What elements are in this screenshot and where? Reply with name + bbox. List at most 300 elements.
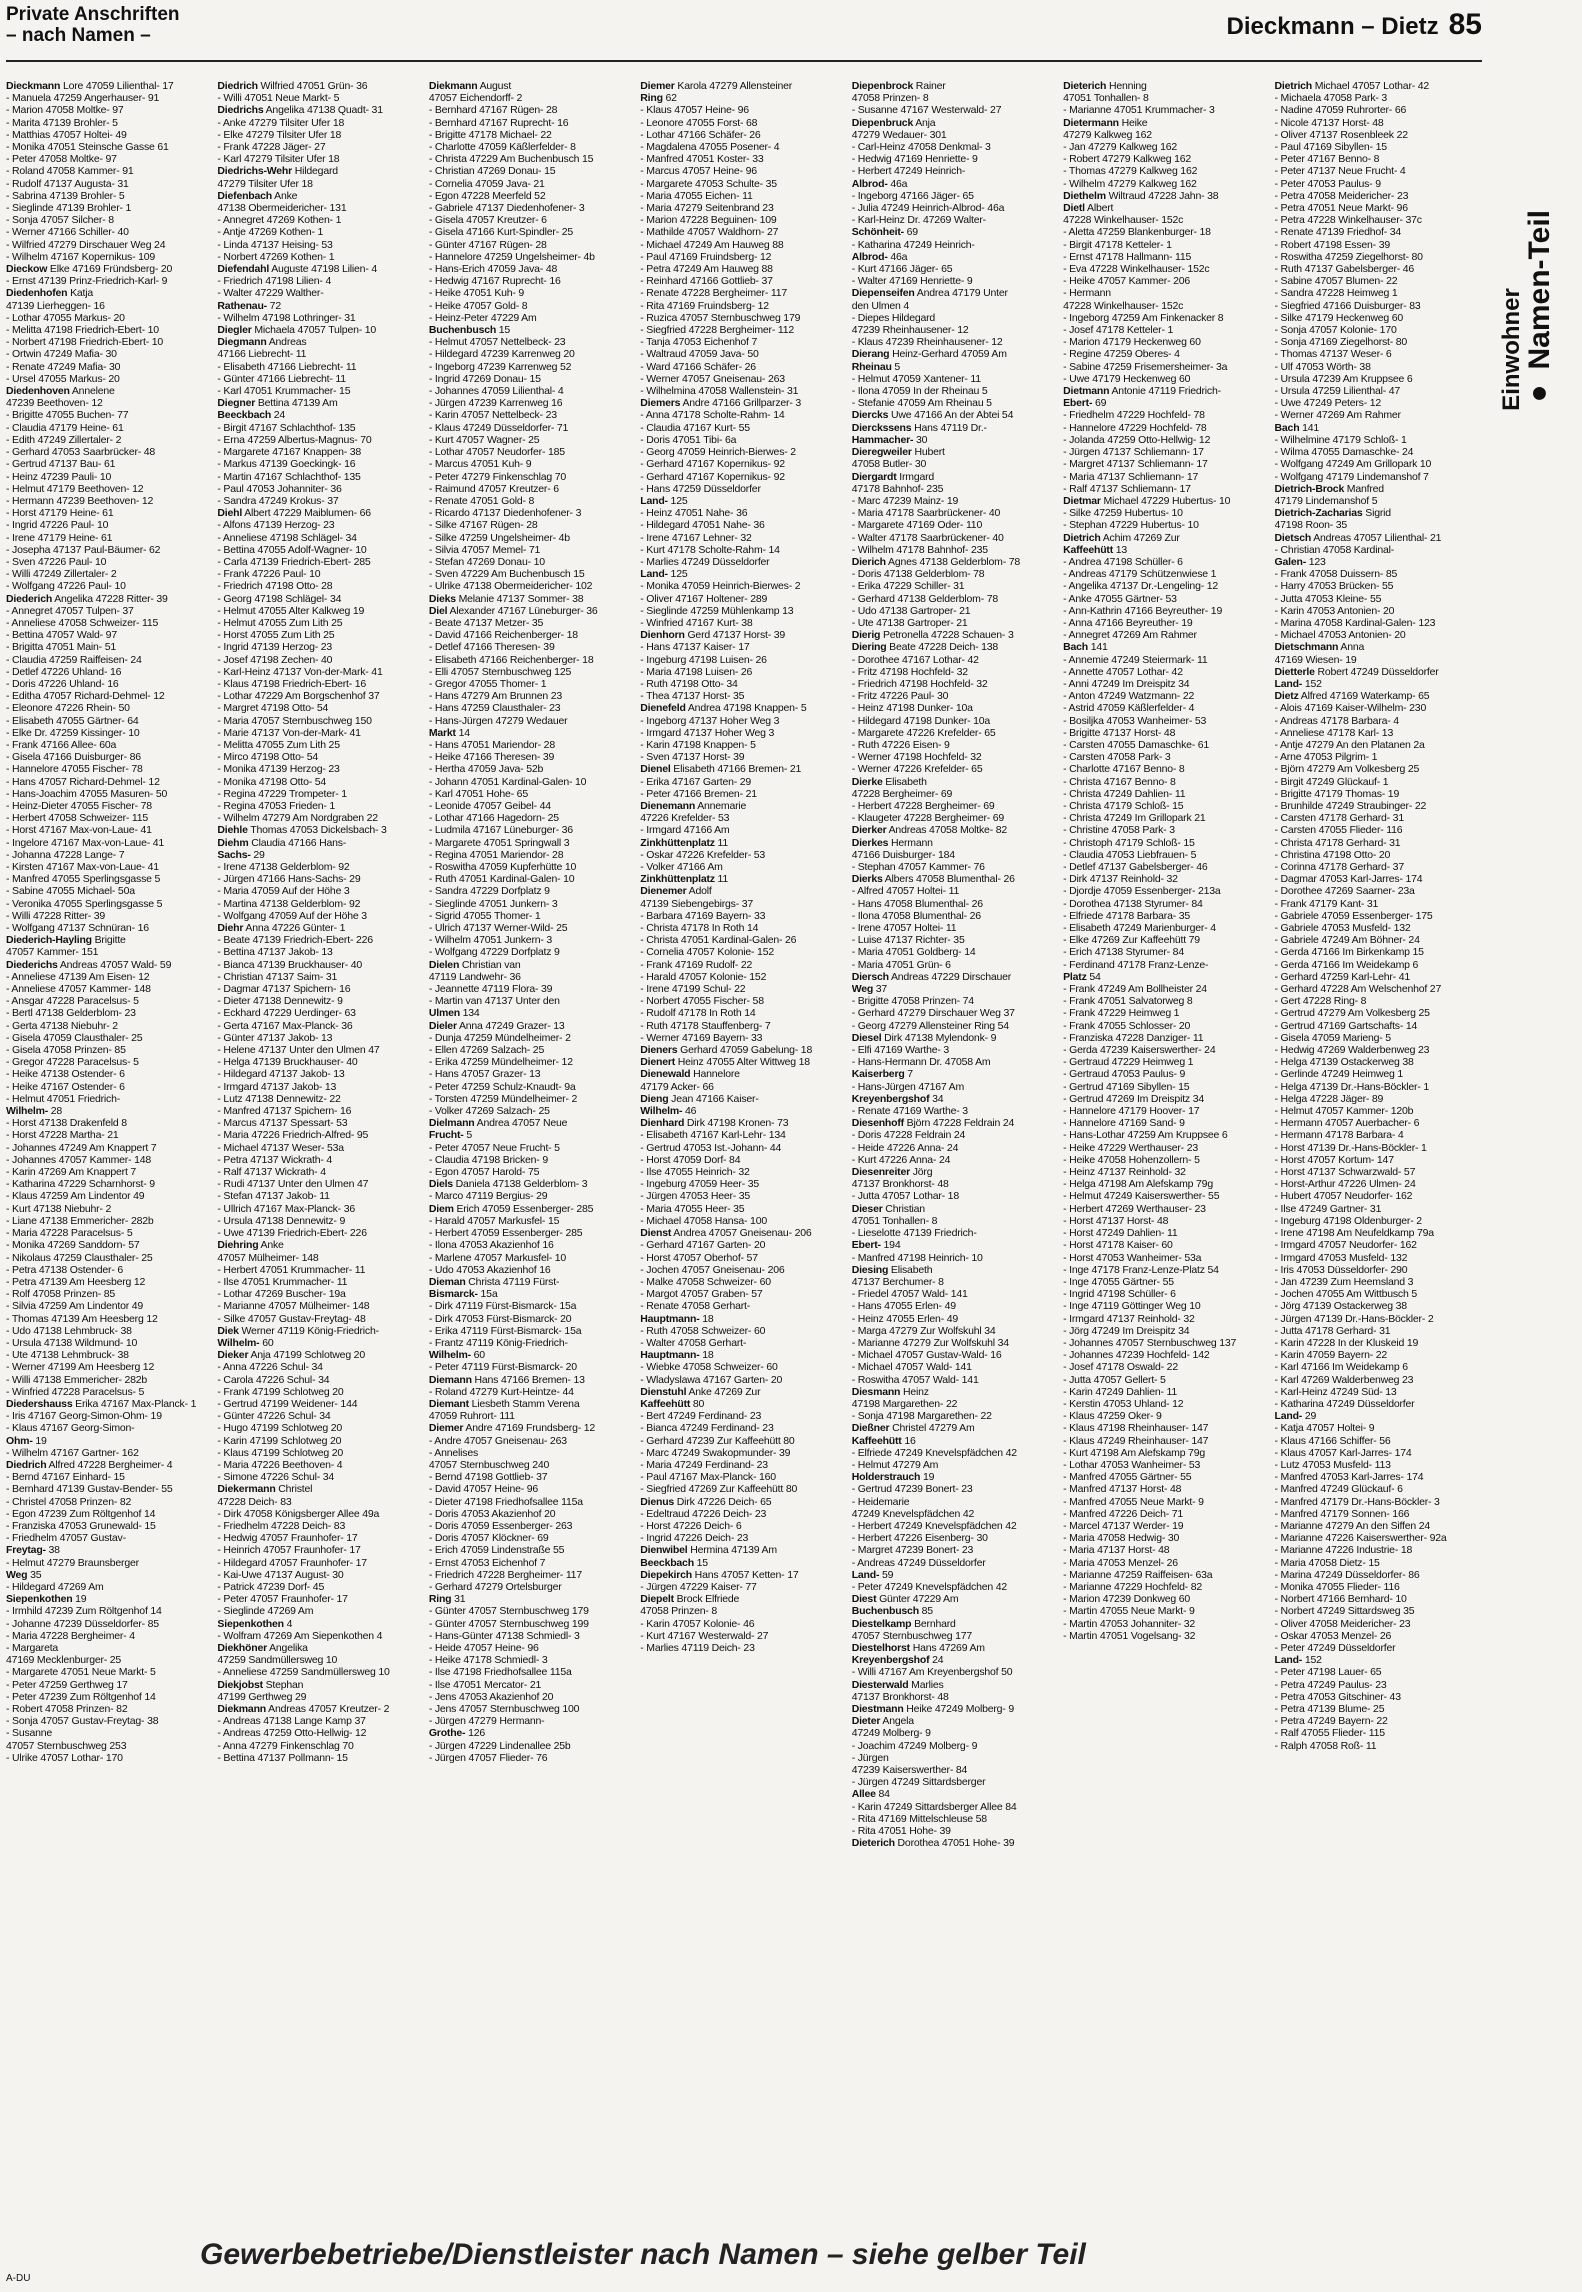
directory-entry: - Erika 47119 Fürst-Bismarck- 15a (428, 1324, 582, 1337)
directory-entry: - Christa 47249 Dahlien- 11 (1063, 787, 1186, 800)
directory-entry: - Hans-Jürgen 47279 Wedauer (428, 714, 568, 727)
directory-entry: - Franziska 47053 Grunewald- 15 (6, 1519, 156, 1532)
directory-entry: Diesel Dirk 47138 Mylendonk- 9 (851, 1031, 997, 1044)
directory-entry: - Erika 47229 Schiller- 31 (851, 580, 965, 593)
directory-entry: Dietterle Robert 47249 Düsseldorfer (1274, 665, 1439, 678)
directory-entry: - Anneliese 47198 Schlägel- 34 (217, 531, 357, 544)
directory-entry: - Hannelore 47259 Ungelsheimer- 4b (428, 250, 595, 263)
directory-entry: - Lothar 47269 Buscher- 19a (217, 1288, 346, 1301)
directory-entry: - Peter 47167 Benno- 8 (1274, 153, 1380, 166)
directory-entry: - Arne 47053 Pilgrim- 1 (1274, 751, 1378, 764)
directory-entry: - Ingrid 47139 Herzog- 23 (217, 641, 333, 654)
directory-entry: - Karl-Heinz 47137 Von-der-Mark- 41 (217, 665, 383, 678)
directory-entry: - Marion 47239 Donkweg 60 (1063, 1593, 1191, 1606)
directory-entry: - Wilhelm 47198 Lothringer- 31 (217, 311, 356, 324)
directory-entry: - Margarete 47167 Knappen- 38 (217, 446, 362, 459)
directory-entry: - Lothar 47166 Schäfer- 26 (640, 128, 761, 141)
directory-entry: - Marcus 47051 Kuh- 9 (428, 458, 532, 471)
directory-entry: Dierich Agnes 47138 Gelderblom- 78 (851, 555, 1021, 568)
side-tab-title: ● Namen-Teil (1523, 210, 1556, 411)
directory-entry: - Herbert 47249 Knevelspfädchen 42 (851, 1519, 1017, 1532)
directory-entry: - Hedwig 47057 Fraunhofer- 17 (217, 1532, 358, 1545)
directory-entry: - Regina 47051 Mariendor- 28 (428, 848, 564, 861)
directory-entry: - Frank 47169 Rudolf- 22 (640, 958, 753, 971)
directory-entry: - Werner 47166 Schiller- 40 (6, 226, 129, 239)
directory-entry: Diekmann Andreas 47057 Kreutzer- 2 (217, 1703, 390, 1716)
directory-entry: - Monika 47059 Heinrich-Bierwes- 2 (640, 580, 801, 593)
directory-entry: - Harry 47053 Brücken- 55 (1274, 580, 1394, 593)
directory-entry: - Gisela 47058 Prinzen- 85 (6, 1044, 126, 1057)
directory-entry: 47058 Prinzen- 8 (851, 92, 929, 105)
directory-entry: - Elisabeth 47166 Liebrecht- 11 (217, 360, 357, 373)
directory-entry: - Margret 47239 Bonert- 23 (851, 1544, 974, 1557)
directory-entry: - Annegret 47269 Kothen- 1 (217, 214, 342, 227)
directory-entry: - Wolfgang 47059 Auf der Höhe 3 (217, 909, 367, 922)
directory-entry: Diethelm Wiltraud 47228 Jahn- 38 (1063, 189, 1219, 202)
directory-entry: Dielen Christian van (428, 958, 521, 971)
directory-entry: - Liane 47138 Emmericher- 282b (6, 1214, 154, 1227)
directory-entry: - Maria 47055 Eichen- 11 (640, 189, 753, 202)
directory-entry: - Irene 47167 Lehner- 32 (640, 531, 752, 544)
directory-entry: - Friedhelm 47228 Deich- 83 (217, 1519, 346, 1532)
directory-entry: - Lieselotte 47139 Friedrich- (851, 1227, 977, 1240)
directory-entry: - Maria 47057 Sternbuschweg 150 (217, 714, 372, 727)
directory-entry: - Kurt 47057 Wagner- 25 (428, 433, 540, 446)
directory-entry: - Heike 47138 Ostender- 6 (6, 1068, 125, 1081)
directory-entry: - Gabriele 47053 Musfeld- 132 (1274, 922, 1411, 935)
directory-entry: - Johann 47051 Kardinal-Galen- 10 (428, 775, 587, 788)
directory-entry: - Ulrike 47138 Obermeidericher- 102 (428, 580, 593, 593)
directory-entry: - Dorothee 47269 Saarner- 23a (1274, 885, 1415, 898)
directory-entry: - Marc 47239 Mainz- 19 (851, 494, 959, 507)
directory-entry: - Andreas 47249 Düsseldorfer (851, 1556, 986, 1569)
directory-entry: 47137 Berchumer- 8 (851, 1275, 944, 1288)
directory-entry: Diesmann Heinz (851, 1385, 929, 1398)
directory-entry: - Gisela 47059 Marieng- 5 (1274, 1031, 1391, 1044)
directory-entry: - Peter 47166 Bremen- 21 (640, 787, 757, 800)
directory-entry: - Harald 47057 Markusfel- 15 (428, 1214, 560, 1227)
directory-entry: - Heike 47051 Kuh- 9 (428, 287, 525, 300)
directory-entry: - Frank 47179 Kant- 31 (1274, 897, 1379, 910)
directory-entry: Diesenhoff Björn 47228 Feldrain 24 (851, 1117, 1015, 1130)
directory-entry: - Melitta 47198 Friedrich-Ebert- 10 (6, 324, 159, 337)
directory-entry: - Ursel 47055 Markus- 20 (6, 372, 120, 385)
directory-entry: Dietl Albert (1063, 202, 1114, 215)
footer-note: Gewerbebetriebe/Dienstleister nach Namen – siehe gelber Teil (200, 2238, 1086, 2271)
directory-entry: - Nikolaus 47259 Clausthaler- 25 (6, 1251, 153, 1264)
directory-entry: - Monika 47198 Otto- 54 (217, 775, 327, 788)
directory-entry: 47119 Landwehr- 36 (428, 970, 521, 983)
directory-entry: - Carsten 47055 Damaschke- 61 (1063, 738, 1210, 751)
directory-entry: - Margarete 47053 Schulte- 35 (640, 177, 777, 190)
directory-entry: Kaffeehütt 13 (1063, 543, 1128, 556)
directory-entry: - Sabrina 47139 Brohler- 5 (6, 189, 125, 202)
directory-entry: Diepenseifen Andrea 47179 Unter (851, 287, 1008, 300)
directory-entry: - Harald 47057 Kolonie- 152 (640, 970, 767, 983)
directory-entry: - Ute 47138 Gartroper- 21 (851, 616, 968, 629)
directory-entry: - Herbert 47226 Eisenberg- 30 (851, 1532, 988, 1545)
directory-entry: - Jürgen 47137 Schliemann- 17 (1063, 446, 1204, 459)
directory-entry: - Corinna 47178 Gerhard- 37 (1274, 861, 1404, 873)
directory-entry: - Silke 47167 Rügen- 28 (428, 519, 538, 532)
directory-entry: - Klaus 47166 Schiffer- 56 (1274, 1434, 1391, 1447)
directory-entry: - Irmgard 47137 Reinhold- 32 (1063, 1312, 1195, 1325)
directory-entry: - Brigitte 47058 Prinzen- 74 (851, 995, 974, 1008)
directory-entry: - Maria 47178 Saarbrückener- 40 (851, 507, 1001, 520)
directory-entry: - Matthias 47057 Holtei- 49 (6, 128, 127, 141)
directory-entry: - Irmgard 47137 Hoher Weg 3 (640, 726, 775, 739)
directory-entry: - Maria 47058 Hedwig- 30 (1063, 1532, 1180, 1545)
directory-entry: 47279 Kalkweg 162 (1063, 128, 1152, 141)
directory-entry: Bach 141 (1274, 421, 1320, 434)
directory-entry: - Peter 47249 Knevelspfädchen 42 (851, 1580, 1007, 1593)
directory-entry: - Maria 47198 Luisen- 26 (640, 665, 753, 678)
directory-entry: - Marianne 47226 Industrie- 18 (1274, 1544, 1413, 1557)
directory-entry: - Manfred 47137 Horst- 48 (1063, 1483, 1182, 1496)
directory-entry: - Manfred 47179 Sonnen- 166 (1274, 1507, 1410, 1520)
directory-entry: Dietschmann Anna (1274, 641, 1365, 654)
directory-entry: - Marianne 47226 Kaiserswerther- 92a (1274, 1532, 1447, 1545)
directory-entry: - Katja 47057 Holtei- 9 (1274, 1422, 1375, 1435)
directory-entry: - Helga 47139 Dr.-Hans-Böckler- 1 (1274, 1080, 1429, 1093)
directory-entry: Diefenbach Anke (217, 189, 298, 202)
directory-entry: - Hannelore 47169 Sand- 9 (1063, 1117, 1185, 1130)
directory-entry: - Margarete 47226 Krefelder- 65 (851, 726, 996, 739)
directory-entry: - Maria 47228 Bergheimer- 4 (6, 1629, 135, 1642)
directory-entry: Diel Alexander 47167 Lüneburger- 36 (428, 604, 598, 617)
directory-entry: - Hans 47279 Am Brunnen 23 (428, 690, 562, 703)
directory-entry: Kaiserberg 7 (851, 1068, 913, 1081)
directory-entry: Buchenbusch 15 (428, 324, 511, 337)
directory-entry: - Editha 47057 Richard-Dehmel- 12 (6, 690, 165, 703)
directory-entry: - Christel 47058 Prinzen- 82 (6, 1495, 132, 1508)
directory-entry: - Winfried 47228 Paracelsus- 5 (6, 1385, 145, 1398)
directory-entry: Dienhard Dirk 47198 Kronen- 73 (640, 1117, 789, 1130)
directory-entry: 47259 Sandmüllersweg 10 (217, 1654, 338, 1667)
directory-entry: - Ward 47166 Schäfer- 26 (640, 360, 756, 373)
directory-entry: - Willi 47167 Am Kreyenbergshof 50 (851, 1666, 1013, 1679)
directory-entry: Dienefeld Andrea 47198 Knappen- 5 (640, 702, 807, 715)
directory-entry: Diemer Andre 47169 Frundsberg- 12 (428, 1422, 596, 1435)
directory-entry: 47166 Liebrecht- 11 (217, 348, 307, 361)
directory-entry: - Gerda 47166 Im Birkenkamp 15 (1274, 946, 1424, 959)
directory-entry: - Stefanie 47059 Am Rheinau 5 (851, 397, 992, 410)
directory-entry: Dierckssens Hans 47119 Dr.- (851, 421, 987, 434)
directory-entry: - Helmut 47279 Braunsberger (6, 1556, 139, 1569)
directory-entry: - Lothar 47229 Am Borgschenhof 37 (217, 690, 380, 703)
directory-entry: - Ernst 47139 Prinz-Friedrich-Karl- 9 (6, 275, 168, 288)
directory-entry: - Jürgen 47229 Kaiser- 77 (640, 1580, 757, 1593)
directory-entry: - Doris 47057 Klöckner- 69 (428, 1532, 549, 1545)
directory-entry: - Hans-Jürgen 47167 Am (851, 1080, 965, 1093)
directory-entry: - Oliver 47058 Meidericher- 23 (1274, 1617, 1411, 1630)
directory-entry: - Jens 47057 Sternbuschweg 100 (428, 1703, 580, 1716)
directory-entry: Diergardt Irmgard (851, 470, 935, 483)
directory-entry: - Claudia 47167 Kurt- 55 (640, 421, 750, 434)
directory-entry: - Cornelia 47057 Kolonie- 152 (640, 946, 774, 959)
directory-entry: - Ursula 47138 Dennewitz- 9 (217, 1214, 346, 1227)
directory-entry: - Irene 47138 Gelderblom- 92 (217, 861, 350, 873)
directory-entry: - Willi 47249 Zillertaler- 2 (6, 568, 117, 581)
directory-entry: - Anke 47279 Tilsiter Ufer 18 (217, 116, 345, 129)
directory-entry: - Werner 47199 Am Heesberg 12 (6, 1361, 155, 1374)
directory-entry: - Ursula 47138 Wildmund- 10 (6, 1336, 138, 1349)
directory-entry: - Christa 47178 In Roth 14 (640, 922, 759, 935)
directory-entry: - Bert 47249 Ferdinand- 23 (640, 1410, 762, 1423)
directory-entry: Zinkhüttenplatz 11 (640, 836, 729, 849)
directory-entry: - Monika 47051 Steinsche Gasse 61 (6, 141, 169, 154)
directory-entry: - Gabriele 47059 Essenberger- 175 (1274, 909, 1433, 922)
directory-entry: - Gerhard 47167 Kopernikus- 92 (640, 458, 785, 471)
directory-entry: - Wilfried 47279 Dirschauer Weg 24 (6, 238, 166, 251)
directory-entry: - Heike 47167 Ostender- 6 (6, 1080, 125, 1093)
directory-entry: - Wilhelm 47279 Am Nordgraben 22 (217, 812, 378, 825)
directory-entry: Land- 59 (851, 1568, 894, 1581)
directory-entry: - Helga 47228 Jäger- 89 (1274, 1092, 1384, 1105)
directory-entry: - Jörg 47249 Im Dreispitz 34 (1063, 1324, 1190, 1337)
directory-entry: - Jürgen 47139 Dr.-Hans-Böckler- 2 (1274, 1312, 1434, 1325)
directory-entry: Dieckmann Lore 47059 Lilienthal- 17 (6, 80, 174, 92)
directory-entry: - David 47057 Heine- 96 (428, 1483, 539, 1496)
directory-entry: - Monika 47269 Sanddorn- 57 (6, 1239, 140, 1252)
directory-entry: - Hedwig 47167 Ruprecht- 16 (428, 275, 561, 288)
directory-entry: Diepekirch Hans 47057 Ketten- 17 (640, 1568, 799, 1581)
directory-entry: Dietmann Antonie 47119 Friedrich- (1063, 385, 1221, 398)
directory-entry: - Eva 47228 Winkelhauser- 152c (1063, 263, 1210, 276)
directory-entry: - Hans-Erich 47059 Java- 48 (428, 263, 558, 276)
directory-entry: - Claudia 47053 Liebfrauen- 5 (1063, 848, 1197, 861)
directory-entry: - Jürgen 47239 Karrenweg 16 (428, 397, 563, 410)
directory-entry: Bach 141 (1063, 641, 1108, 654)
directory-entry: - Leonore 47055 Forst- 68 (640, 116, 758, 129)
directory-entry: - Linda 47137 Heising- 53 (217, 238, 333, 251)
directory-entry: Dienel Elisabeth 47166 Bremen- 21 (640, 763, 802, 776)
directory-entry: 47059 Ruhrort- 111 (428, 1410, 515, 1423)
directory-entry: - Wiebke 47058 Schweizer- 60 (640, 1361, 778, 1374)
directory-entry: - Kurt 47198 Am Alefskamp 79g (1063, 1446, 1205, 1459)
directory-entry: - Renate 47228 Bergheimer- 117 (640, 287, 787, 300)
directory-entry: - Manuela 47259 Angerhauser- 91 (6, 92, 160, 105)
directory-entry: - Günter 47137 Jakob- 13 (217, 1031, 333, 1044)
directory-entry: Albrod- 46a (851, 177, 908, 190)
directory-entry: - Detlef 47137 Gabelsberger- 46 (1063, 861, 1208, 873)
directory-entry: - Herbert 47269 Werthauser- 23 (1063, 1202, 1206, 1215)
directory-entry: - Peter 47259 Gerthweg 17 (6, 1678, 128, 1691)
directory-entry: - Alois 47169 Kaiser-Wilhelm- 230 (1274, 702, 1427, 715)
directory-entry: Beeckbach 24 (217, 409, 286, 422)
side-tab-label: Einwohner (1498, 288, 1525, 411)
directory-entry: - Martin 47051 Vogelsang- 32 (1063, 1629, 1196, 1642)
directory-entry: - Michael 47057 Gustav-Wald- 16 (851, 1349, 1002, 1362)
directory-entry: - Hans 47057 Grazer- 13 (428, 1068, 541, 1081)
directory-entry: Dieler Anna 47249 Grazer- 13 (428, 1019, 565, 1032)
directory-entry: - Klaus 47259 Am Lindentor 49 (6, 1190, 145, 1203)
directory-entry: 47057 Sternbuschweg 253 (6, 1739, 127, 1752)
directory-entry: - Gerhard 47167 Garten- 20 (640, 1239, 766, 1252)
directory-entry: - Ingrid 47198 Schüller- 6 (1063, 1288, 1176, 1301)
directory-entry: - Charlotte 47167 Benno- 8 (1063, 763, 1185, 776)
directory-entry: Diestmann Heike 47249 Molberg- 9 (851, 1703, 1014, 1716)
directory-entry: - Wilhelm 47167 Kopernikus- 109 (6, 250, 156, 263)
directory-entry: Dieckow Elke 47169 Fründsberg- 20 (6, 263, 173, 276)
directory-entry: - Franziska 47228 Danziger- 11 (1063, 1031, 1204, 1044)
directory-entry: - Heike 47229 Werthauser- 23 (1063, 1141, 1198, 1154)
directory-entry: - Maria 47226 Friedrich-Alfred- 95 (217, 1129, 369, 1142)
directory-entry: - Hedwig 47269 Walderbenweg 23 (1274, 1044, 1430, 1057)
directory-entry: - Robert 47058 Prinzen- 82 (6, 1703, 128, 1716)
directory-entry: 47178 Bahnhof- 235 (851, 482, 944, 495)
directory-entry: Wilhelm- 28 (6, 1105, 63, 1118)
directory-entry: - Petra 47249 Am Hauweg 88 (640, 263, 773, 276)
directory-entry: - Ralf 47055 Flieder- 115 (1274, 1727, 1385, 1740)
directory-entry: 47179 Acker- 66 (640, 1080, 714, 1093)
directory-entry: - Friedrich 47228 Bergheimer- 117 (428, 1568, 582, 1581)
directory-entry: - Annegret 47057 Tulpen- 37 (6, 604, 134, 617)
directory-entry: - Ulf 47053 Wörth- 38 (1274, 360, 1371, 373)
directory-entry: - Wilhelm 47279 Kalkweg 162 (1063, 177, 1197, 190)
directory-entry: Land- 152 (1274, 677, 1322, 690)
directory-entry: - Dirk 47119 Fürst-Bismarck- 15a (428, 1300, 577, 1313)
directory-entry: - Christa 47051 Kardinal-Galen- 26 (640, 934, 797, 947)
directory-entry: Ring 62 (640, 92, 677, 105)
directory-entry: - Marina 47058 Kardinal-Galen- 123 (1274, 616, 1436, 629)
directory-entry: - Michael 47137 Weser- 53a (217, 1141, 344, 1154)
directory-entry: - Jörg 47139 Ostackerweg 38 (1274, 1300, 1407, 1313)
directory-entry: - Marco 47119 Bergius- 29 (428, 1190, 548, 1203)
directory-entry: - Dorothea 47138 Styrumer- 84 (1063, 897, 1203, 910)
directory-entry: - Egon 47228 Meerfeld 52 (428, 189, 546, 202)
directory-entry: - Horst 47249 Dahlien- 11 (1063, 1227, 1178, 1240)
directory-entry: - Volker 47269 Salzach- 25 (428, 1105, 550, 1118)
directory-entry: - Sandra 47228 Heimweg 1 (1274, 287, 1398, 300)
directory-entry: - Horst 47057 Oberhof- 57 (640, 1251, 758, 1264)
directory-entry: - Gabriele 47249 Am Böhner- 24 (1274, 934, 1420, 947)
directory-entry: - Hans 47055 Erlen- 49 (851, 1300, 956, 1313)
directory-entry: Galen- 123 (1274, 555, 1326, 568)
directory-entry: - Bernd 47198 Gottlieb- 37 (428, 1471, 548, 1484)
directory-entry: - Petra 47249 Paulus- 23 (1274, 1678, 1387, 1691)
directory-entry: - Regina 47053 Frieden- 1 (217, 799, 335, 812)
directory-entry: - Thomas 47139 Am Heesberg 12 (6, 1312, 158, 1325)
directory-entry: Dieterich Henning (1063, 80, 1147, 92)
directory-entry: - Peter 47198 Lauer- 65 (1274, 1666, 1382, 1679)
directory-entry: 47198 Margarethen- 22 (851, 1397, 958, 1410)
directory-entry: - Horst 47228 Martha- 21 (6, 1129, 119, 1142)
directory-entry: 47228 Winkelhauser- 152c (1063, 214, 1184, 227)
directory-entry: - Björn 47279 Am Volkesberg 25 (1274, 763, 1420, 776)
directory-entry: - Karl-Heinz 47249 Süd- 13 (1274, 1385, 1397, 1398)
directory-entry: - Wolfgang 47226 Paul- 10 (6, 580, 126, 593)
directory-entry: - Wolfram 47269 Am Siepenkothen 4 (217, 1629, 383, 1642)
directory-entry: - Helmut 47051 Friedrich- (6, 1092, 121, 1105)
directory-entry: Ebert- 194 (851, 1239, 901, 1252)
directory-entry: - Gertrud 47239 Bonert- 23 (851, 1483, 973, 1496)
directory-entry: - Martin 47167 Schlachthof- 135 (217, 470, 361, 483)
directory-entry: - Anton 47249 Watzmann- 22 (1063, 690, 1195, 703)
directory-entry: - Kirsten 47167 Max-von-Laue- 41 (6, 861, 159, 873)
directory-entry: - Sonja 47169 Ziegelhorst- 80 (1274, 336, 1408, 349)
directory-entry: - Stefan 47269 Donau- 10 (428, 555, 545, 568)
directory-entry: Dietz Alfred 47169 Waterkamp- 65 (1274, 690, 1430, 703)
directory-entry: - Michael 47058 Hansa- 100 (640, 1214, 767, 1227)
directory-entry: 47199 Gerthweg 29 (217, 1690, 307, 1703)
directory-entry: - Carola 47226 Schul- 34 (217, 1373, 330, 1386)
directory-entry: - Werner 47169 Bayern- 33 (640, 1031, 763, 1044)
directory-entry: - Maria 47058 Dietz- 15 (1274, 1556, 1380, 1569)
directory-entry: - Ilse 47249 Gartner- 31 (1274, 1202, 1382, 1215)
directory-entry: - Josef 47198 Zechen- 40 (217, 653, 333, 666)
directory-entry: Diem Erich 47059 Essenberger- 285 (428, 1202, 594, 1215)
directory-entry: - Herbert 47058 Schweizer- 115 (6, 812, 149, 825)
directory-entry: - Leonide 47057 Geibel- 44 (428, 799, 551, 812)
directory-entry: - Ruth 47137 Gabelsberger- 46 (1274, 263, 1415, 276)
directory-entry: - Joachim 47249 Molberg- 9 (851, 1739, 978, 1752)
directory-entry: - Astrid 47059 Käßlerfelder- 4 (1063, 702, 1195, 715)
directory-entry: 47058 Butler- 30 (851, 458, 927, 471)
directory-entry: - Friedel 47057 Wald- 141 (851, 1288, 968, 1301)
directory-entry: Rheinau 5 (851, 360, 901, 373)
directory-entry: - Kurt 47166 Jäger- 65 (851, 263, 953, 276)
directory-entry: - Peter 47259 Schulz-Knaudt- 9a (428, 1080, 576, 1093)
directory-entry: - Reinhard 47166 Gottlieb- 37 (640, 275, 773, 288)
directory-entry: 47279 Wedauer- 301 (851, 128, 947, 141)
directory-entry: 47057 Kammer- 151 (6, 946, 99, 959)
directory-entry: - Klaus 47259 Oker- 9 (1063, 1410, 1162, 1423)
directory-entry: - Sonja 47198 Margarethen- 22 (851, 1410, 992, 1423)
directory-entry: - Irmgard 47053 Musfeld- 132 (1274, 1251, 1408, 1264)
directory-entry: - Marianne 47279 Zur Wolfskuhl 34 (851, 1336, 1009, 1349)
directory-entry: Wilhelm- 60 (428, 1349, 485, 1362)
directory-entry: 47249 Knevelspfädchen 42 (851, 1507, 975, 1520)
directory-entry: 47138 Obermeidericher- 131 (217, 202, 347, 215)
directory-entry: Hammacher- 30 (851, 433, 928, 446)
directory-entry: Diercks Uwe 47166 An der Abtei 54 (851, 409, 1014, 422)
directory-entry: - Gerda 47239 Kaiserswerther- 24 (1063, 1044, 1216, 1057)
directory-entry: - Manfred 47051 Koster- 33 (640, 153, 764, 166)
directory-entry: - Anna 47226 Schul- 34 (217, 1361, 323, 1374)
directory-entry: - Josepha 47137 Paul-Bäumer- 62 (6, 543, 161, 556)
directory-entry: - Johannes 47057 Kammer- 148 (6, 1153, 151, 1166)
directory-entry: - Edeltraud 47226 Deich- 23 (640, 1507, 767, 1520)
directory-entry: - Irmgard 47137 Jakob- 13 (217, 1080, 337, 1093)
directory-entry: - Gert 47228 Ring- 8 (1274, 995, 1367, 1008)
directory-entry: - Christian 47269 Donau- 15 (428, 165, 556, 178)
directory-entry: - Nadine 47059 Ruhrorter- 66 (1274, 104, 1407, 117)
directory-entry: - Erika 47259 Mündelheimer- 12 (428, 1056, 573, 1069)
directory-entry: - Carsten 47178 Gerhard- 31 (1274, 812, 1404, 825)
directory-entry: - Karin 47059 Bayern- 22 (1274, 1349, 1388, 1362)
directory-entry: - Günter 47057 Sternbuschweg 179 (428, 1605, 589, 1618)
directory-entry: Diek Werner 47119 König-Friedrich- (217, 1324, 379, 1337)
directory-entry: - Heike 47166 Theresen- 39 (428, 751, 555, 764)
directory-entry: - Irene 47199 Schul- 22 (640, 983, 746, 996)
directory-columns (6, 80, 1482, 2200)
directory-entry: - Hans 47058 Blumenthal- 26 (851, 897, 983, 910)
directory-entry: - Birgit 47167 Schlachthof- 135 (217, 421, 356, 434)
directory-entry: - Anke 47055 Gärtner- 53 (1063, 592, 1177, 605)
directory-entry: - Sieglinde 47259 Mühlenkamp 13 (640, 604, 794, 617)
directory-entry: - Hildegard 47198 Dunker- 10a (851, 714, 991, 727)
directory-entry: - Hans 47137 Kaiser- 17 (640, 641, 750, 654)
directory-entry: - Hedwig 47169 Henriette- 9 (851, 153, 978, 166)
directory-entry: - Maria 47051 Goldberg- 14 (851, 946, 976, 959)
directory-entry: - Peter 47057 Neue Frucht- 5 (428, 1141, 560, 1154)
directory-entry: Diekhöner Angelika (217, 1642, 308, 1654)
directory-entry: - Wolfgang 47229 Dorfplatz 9 (428, 946, 560, 959)
directory-entry: - Klaus 47167 Georg-Simon- (6, 1422, 135, 1435)
directory-entry: - Anna 47279 Finkenschlag 70 (217, 1739, 354, 1752)
directory-entry: 47228 Deich- 83 (217, 1495, 292, 1508)
